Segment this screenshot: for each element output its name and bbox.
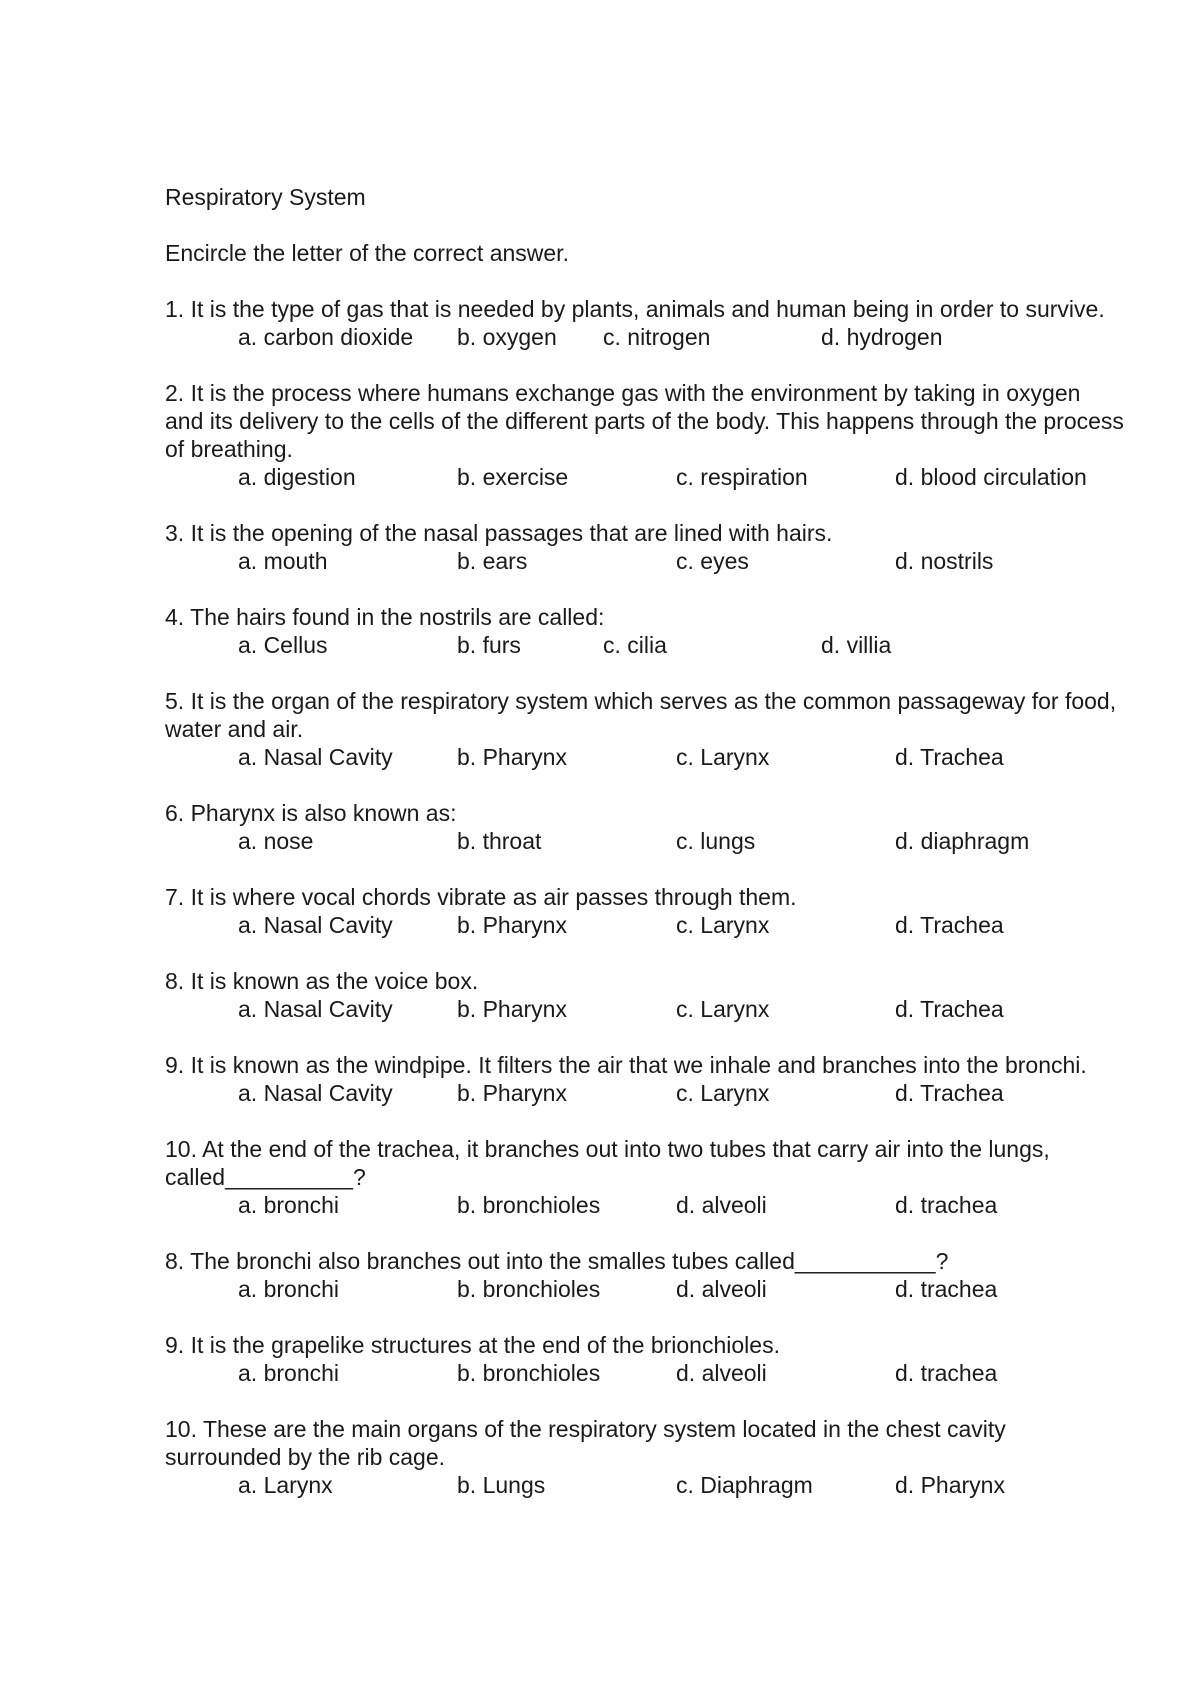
question-item <box>165 603 1125 659</box>
question-stem: 6. Pharynx is also known as: <box>165 800 457 826</box>
answer-choice[interactable]: a. bronchi <box>238 1360 340 1386</box>
answer-choice[interactable]: b. Pharynx <box>457 996 567 1022</box>
answer-choice[interactable]: d. Trachea <box>895 912 1004 938</box>
question-item <box>165 379 1125 491</box>
answer-choice[interactable]: d. nostrils <box>895 548 994 574</box>
answer-choice[interactable]: a. Nasal Cavity <box>238 1080 393 1106</box>
answer-choice[interactable]: a. bronchi <box>238 1192 340 1218</box>
answer-choice[interactable]: c. nitrogen <box>603 324 711 350</box>
answer-choice[interactable]: a. mouth <box>238 548 328 574</box>
answer-choice[interactable]: d. blood circulation <box>895 464 1087 490</box>
answer-choice[interactable]: d. trachea <box>895 1276 998 1302</box>
answer-choice[interactable]: b. oxygen <box>457 324 557 350</box>
question-stem: 8. The bronchi also branches out into the smalles tubes called___________? <box>165 1248 949 1274</box>
choice-row <box>165 1079 1125 1107</box>
question-stem: 8. It is known as the voice box. <box>165 968 479 994</box>
answer-choice[interactable]: d. Trachea <box>895 744 1004 770</box>
answer-choice[interactable]: a. Nasal Cavity <box>238 912 393 938</box>
question-item <box>165 799 1125 855</box>
answer-choice[interactable]: d. diaphragm <box>895 828 1030 854</box>
answer-choice[interactable]: b. bronchioles <box>457 1360 601 1386</box>
choice-row <box>165 1471 1125 1499</box>
answer-choice[interactable]: d. alveoli <box>676 1192 767 1218</box>
answer-choice[interactable]: c. Larynx <box>676 996 770 1022</box>
answer-choice[interactable]: a. Larynx <box>238 1472 333 1498</box>
answer-choice[interactable]: d. Pharynx <box>895 1472 1005 1498</box>
answer-choice[interactable]: d. trachea <box>895 1192 998 1218</box>
question-item <box>165 295 1125 351</box>
answer-choice[interactable]: b. Pharynx <box>457 912 567 938</box>
question-item <box>165 1247 1125 1303</box>
answer-choice[interactable]: b. bronchioles <box>457 1192 601 1218</box>
question-stem: 10. These are the main organs of the respiratory system located in the chest cavity surrounded by the rib cage. <box>165 1416 1006 1470</box>
answer-choice[interactable]: a. Cellus <box>238 632 328 658</box>
question-item <box>165 883 1125 939</box>
question-stem: 2. It is the process where humans exchange gas with the environment by taking in oxygen and its delivery to the cells of the different parts of the body. This happens through the process of breathing. <box>165 380 1124 462</box>
answer-choice[interactable]: d. Trachea <box>895 1080 1004 1106</box>
question-item <box>165 1415 1125 1499</box>
choice-row <box>165 547 1125 575</box>
worksheet <box>165 183 1125 1499</box>
choice-row <box>165 1191 1125 1219</box>
question-stem: 9. It is known as the windpipe. It filters the air that we inhale and branches into the bronchi. <box>165 1052 1087 1078</box>
choice-row <box>165 743 1125 771</box>
question-stem: 4. The hairs found in the nostrils are called: <box>165 604 605 630</box>
choice-row <box>165 1275 1125 1303</box>
question-stem: 9. It is the grapelike structures at the end of the brionchioles. <box>165 1332 780 1358</box>
question-item <box>165 519 1125 575</box>
choice-row <box>165 827 1125 855</box>
answer-choice[interactable]: c. Larynx <box>676 912 770 938</box>
answer-choice[interactable]: b. Lungs <box>457 1472 546 1498</box>
answer-choice[interactable]: d. hydrogen <box>821 324 943 350</box>
answer-choice[interactable]: c. eyes <box>676 548 749 574</box>
question-item <box>165 967 1125 1023</box>
question-stem: 5. It is the organ of the respiratory system which serves as the common passageway for food, water and air. <box>165 688 1117 742</box>
answer-choice[interactable]: d. alveoli <box>676 1360 767 1386</box>
answer-choice[interactable]: c. respiration <box>676 464 808 490</box>
question-stem: 1. It is the type of gas that is needed by plants, animals and human being in order to survive. <box>165 296 1105 322</box>
answer-choice[interactable]: b. furs <box>457 632 521 658</box>
question-stem: 10. At the end of the trachea, it branches out into two tubes that carry air into the lungs, called__________? <box>165 1136 1050 1190</box>
answer-choice[interactable]: d. trachea <box>895 1360 998 1386</box>
answer-choice[interactable]: d. villia <box>821 632 892 658</box>
worksheet-title: Respiratory System <box>165 184 366 210</box>
answer-choice[interactable]: c. cilia <box>603 632 667 658</box>
question-stem: 3. It is the opening of the nasal passages that are lined with hairs. <box>165 520 833 546</box>
answer-choice[interactable]: d. Trachea <box>895 996 1004 1022</box>
answer-choice[interactable]: a. carbon dioxide <box>238 324 414 350</box>
answer-choice[interactable]: b. ears <box>457 548 528 574</box>
answer-choice[interactable]: a. bronchi <box>238 1276 340 1302</box>
answer-choice[interactable]: d. alveoli <box>676 1276 767 1302</box>
answer-choice[interactable]: c. Larynx <box>676 744 770 770</box>
question-item <box>165 1051 1125 1107</box>
question-item <box>165 1331 1125 1387</box>
answer-choice[interactable]: a. Nasal Cavity <box>238 996 393 1022</box>
question-stem: 7. It is where vocal chords vibrate as air passes through them. <box>165 884 797 910</box>
answer-choice[interactable]: b. exercise <box>457 464 569 490</box>
choice-row <box>165 463 1125 491</box>
answer-choice[interactable]: b. Pharynx <box>457 1080 567 1106</box>
choice-row <box>165 323 1125 351</box>
choice-row <box>165 995 1125 1023</box>
choice-row <box>165 631 1125 659</box>
answer-choice[interactable]: a. nose <box>238 828 314 854</box>
answer-choice[interactable]: a. digestion <box>238 464 356 490</box>
answer-choice[interactable]: b. bronchioles <box>457 1276 601 1302</box>
answer-choice[interactable]: c. Larynx <box>676 1080 770 1106</box>
question-list <box>165 295 1125 1499</box>
answer-choice[interactable]: b. throat <box>457 828 542 854</box>
answer-choice[interactable]: a. Nasal Cavity <box>238 744 393 770</box>
question-item <box>165 1135 1125 1219</box>
instruction-text: Encircle the letter of the correct answer. <box>165 240 569 266</box>
question-item <box>165 687 1125 771</box>
answer-choice[interactable]: b. Pharynx <box>457 744 567 770</box>
answer-choice[interactable]: c. lungs <box>676 828 756 854</box>
choice-row <box>165 1359 1125 1387</box>
answer-choice[interactable]: c. Diaphragm <box>676 1472 813 1498</box>
choice-row <box>165 911 1125 939</box>
